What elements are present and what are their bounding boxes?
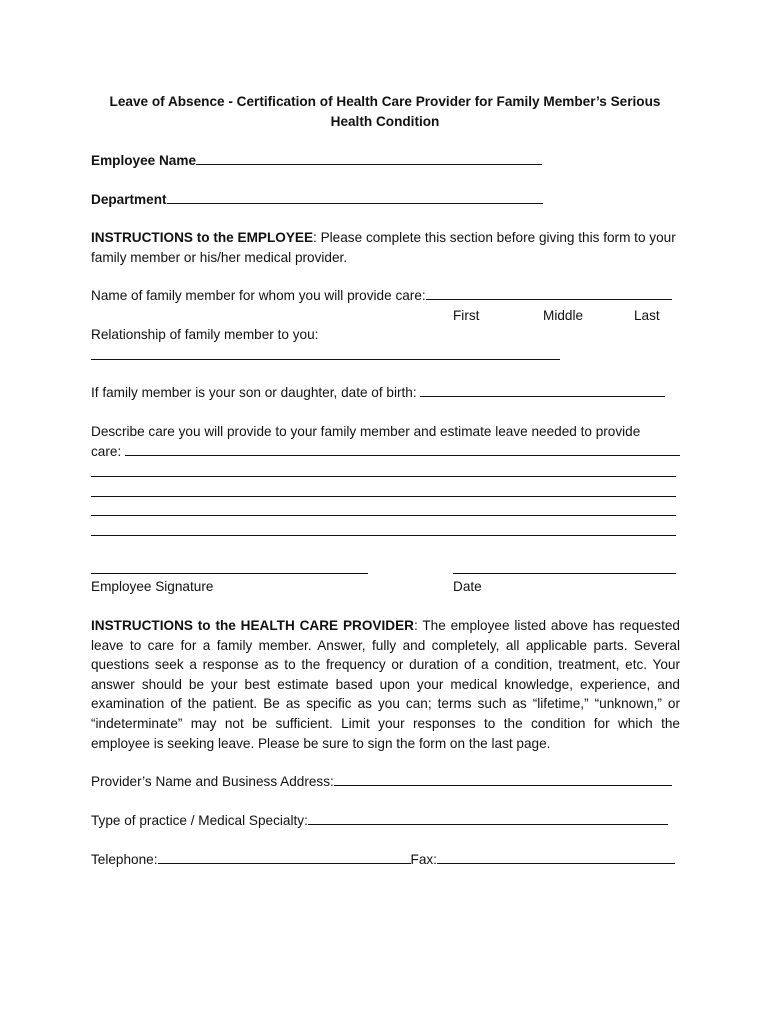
describe-care-label-line-1: Describe care you will provide to your family member and estimate leave needed to provide bbox=[91, 424, 641, 439]
employee-signature-field[interactable] bbox=[91, 573, 368, 574]
provider-instructions-heading: INSTRUCTIONS to the HEALTH CARE PROVIDER bbox=[91, 618, 414, 633]
provider-name-field[interactable] bbox=[334, 772, 672, 786]
practice-type-field[interactable] bbox=[308, 811, 668, 825]
department-field[interactable] bbox=[167, 190, 543, 204]
describe-care-field-5[interactable] bbox=[91, 535, 676, 536]
name-part-first: First bbox=[453, 308, 480, 323]
dob-field[interactable] bbox=[420, 383, 665, 397]
family-member-name-label: Name of family member for whom you will provide care: bbox=[91, 288, 426, 303]
name-part-middle: Middle bbox=[543, 308, 584, 323]
practice-type-label: Type of practice / Medical Specialty: bbox=[91, 813, 308, 828]
department-label: Department bbox=[91, 192, 167, 207]
family-member-name-field[interactable] bbox=[426, 286, 672, 300]
describe-care-field-4[interactable] bbox=[91, 515, 676, 516]
relationship-label: Relationship of family member to you: bbox=[91, 327, 319, 342]
fax-field[interactable] bbox=[437, 850, 675, 864]
provider-name-row bbox=[91, 772, 672, 792]
telephone-field[interactable] bbox=[158, 850, 411, 864]
describe-care-row bbox=[91, 442, 680, 462]
form-title bbox=[60, 92, 710, 131]
signature-date-field[interactable] bbox=[453, 573, 676, 574]
date-label: Date bbox=[453, 579, 482, 594]
employee-instructions-heading: INSTRUCTIONS to the EMPLOYEE bbox=[91, 230, 314, 245]
describe-care-field-1[interactable] bbox=[125, 442, 680, 456]
name-part-last: Last bbox=[634, 308, 660, 323]
relationship-field[interactable] bbox=[91, 359, 560, 360]
employee-name-row bbox=[91, 151, 542, 171]
department-row bbox=[91, 190, 543, 210]
dob-label: If family member is your son or daughter, date of birth: bbox=[91, 385, 421, 400]
form-title-line-2: Health Condition bbox=[330, 113, 440, 129]
employee-signature-label: Employee Signature bbox=[91, 579, 214, 594]
employee-name-field[interactable] bbox=[196, 151, 542, 165]
practice-type-row bbox=[91, 811, 668, 831]
describe-care-field-2[interactable] bbox=[91, 476, 676, 477]
describe-care-label-line-2: care: bbox=[91, 444, 125, 459]
describe-care-field-3[interactable] bbox=[91, 496, 676, 497]
employee-instructions bbox=[91, 228, 680, 267]
provider-instructions-text: : The employee listed above has requested leave to care for a family member. Answer, fully and completely, all applicable parts. Several questions seek a response as to the frequency or duration of a condition, treatment, etc. Your answer should be your best estimate based upon your medical knowledge, experience, and examination of the patient. Be as specific as you can; terms such as “lifetime,” “unknown,” or “indeterminate” may not be sufficient. Limit your responses to the condition for which the employee is seeking leave. Please be sure to sign the form on the last page. bbox=[91, 618, 680, 751]
employee-instructions-text: : Please complete this section before giving this form to your family member or his/her medical provider. bbox=[91, 230, 676, 265]
telephone-label: Telephone: bbox=[91, 852, 158, 867]
form-title-line-1: Leave of Absence - Certification of Health Care Provider for Family Member’s Serious bbox=[109, 94, 661, 109]
employee-name-label: Employee Name bbox=[91, 153, 197, 168]
family-member-name-row bbox=[91, 286, 672, 306]
dob-row bbox=[91, 383, 665, 403]
fax-label: Fax: bbox=[410, 852, 437, 867]
provider-instructions bbox=[91, 616, 680, 753]
provider-name-label: Provider’s Name and Business Address: bbox=[91, 774, 334, 789]
telephone-fax-row bbox=[91, 850, 675, 870]
